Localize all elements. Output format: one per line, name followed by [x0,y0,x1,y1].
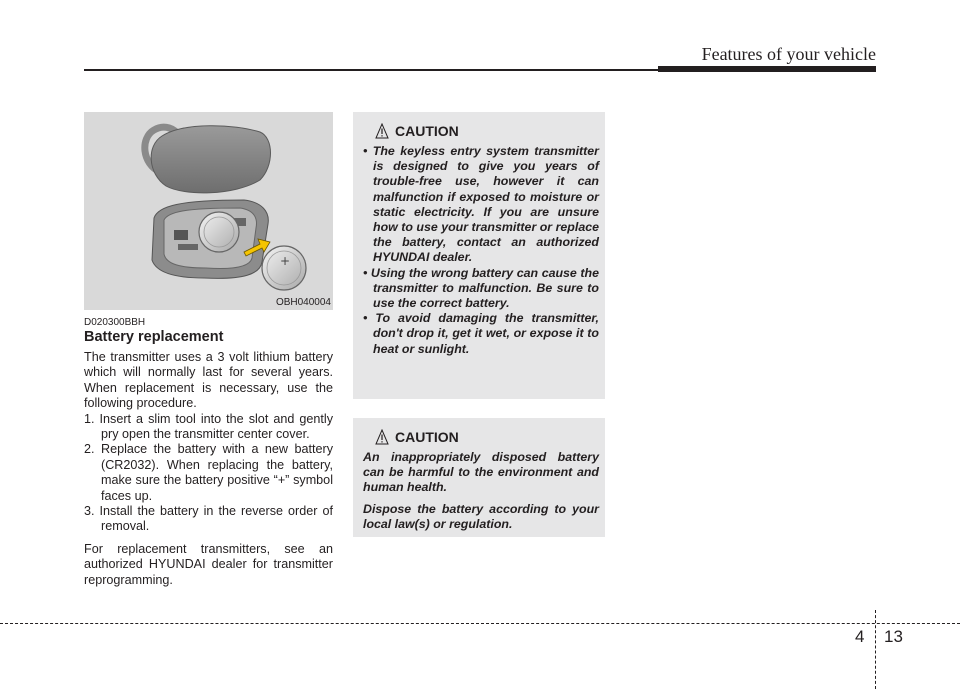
caution-body [363,450,599,532]
caution-header [375,426,599,448]
section-code: D020300BBH [84,317,146,328]
caution-title: CAUTION [395,123,459,139]
caution-paragraph: Dispose the battery according to your local law(s) or regulation. [363,501,599,531]
closing-paragraph: For replacement transmitters, see an authorized HYUNDAI dealer for transmitter reprogramming. [84,541,333,587]
caution-paragraph: An inappropriately disposed battery can be harmful to the environment and human health. [363,450,599,495]
caution-item: • The keyless entry system transmitter is designed to give you years of trouble-free use, however it can malfunction if exposed to moisture or static electricity. If you are unsure how to use your transmitter or replace the battery, contact an authorized HYUNDAI dealer. [363,144,599,265]
caution-box-disposal [353,418,605,537]
coin-battery [262,246,306,290]
svg-text:+: + [280,254,291,268]
warning-triangle-icon [375,123,389,139]
procedure-step: 1. Insert a slim tool into the slot and gently pry open the transmitter center cover. [84,411,333,442]
header-title: Features of your vehicle [701,44,876,64]
figure-code: OBH040004 [275,297,331,308]
caution-header [375,120,599,142]
procedure-step: 3. Install the battery in the reverse order of removal. [84,504,333,534]
caution-list [363,144,599,357]
caution-title: CAUTION [395,429,459,445]
transmitter-cover [151,126,270,193]
caution-box-transmitter [353,112,605,399]
caution-item: • Using the wrong battery can cause the transmitter to malfunction. Be sure to use the correct battery. [363,265,599,311]
caution-item: • To avoid damaging the transmitter, don't drop it, get it wet, or expose it to heat or sunlight. [363,311,599,356]
procedure-step: 2. Replace the battery with a new battery (CR2032). When replacing the battery, make sure the battery positive “+” symbol faces up. [84,442,333,503]
chapter-number: 4 [855,627,865,646]
intro-paragraph: The transmitter uses a 3 volt lithium battery which will normally last for several years. When replacement is necessary, use the following procedure. [84,350,333,411]
footer-divider [875,610,876,689]
battery-replacement-figure [84,112,333,310]
section-title: Battery replacement [84,329,224,345]
footer-rule [0,623,960,624]
procedure-steps [84,412,333,535]
header-accent-bar [658,66,876,72]
warning-triangle-icon [375,429,389,445]
key-fob-illustration [84,112,333,310]
page-number: 13 [884,627,903,646]
section-body [84,350,333,588]
